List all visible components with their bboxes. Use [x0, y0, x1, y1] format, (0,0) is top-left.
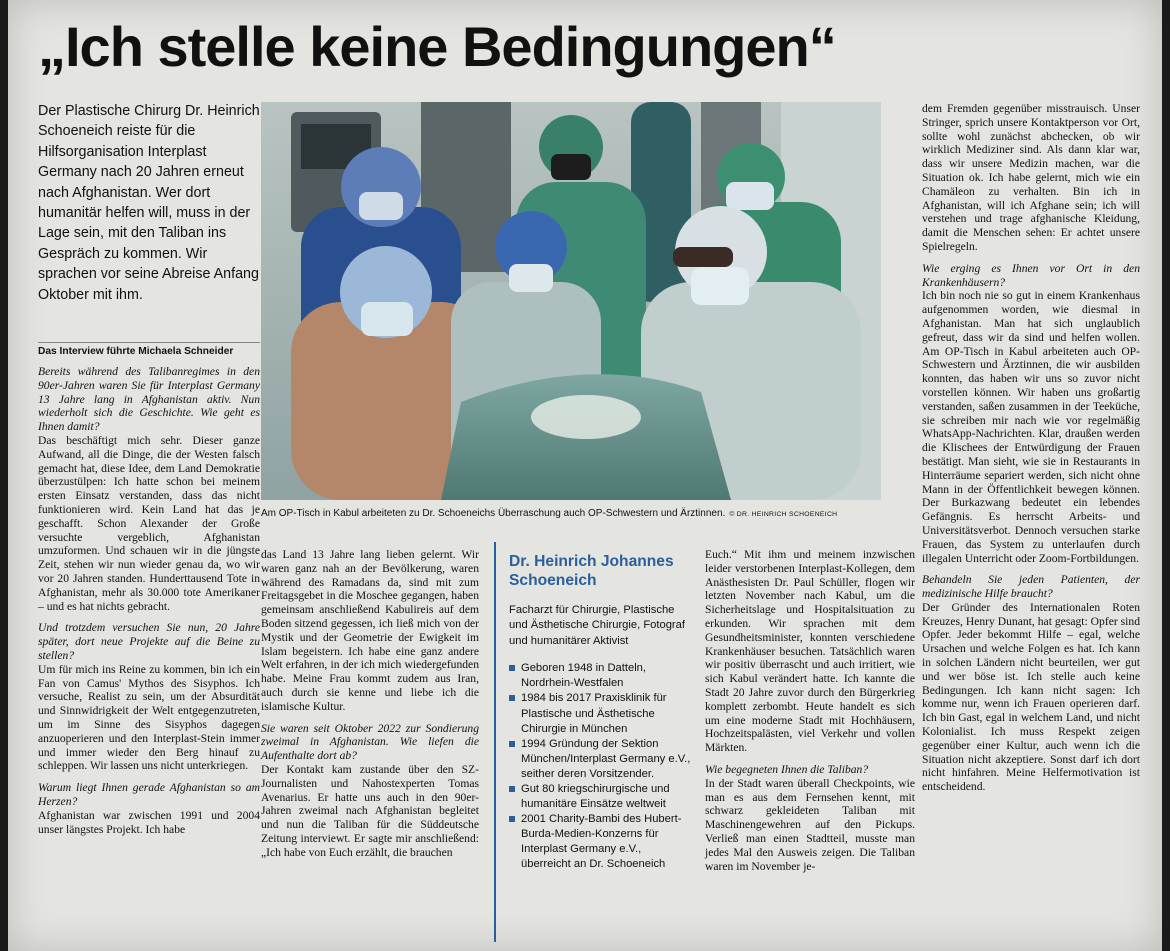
photo-credit: © DR. HEINRICH SCHOENEICH [729, 511, 838, 518]
intro-text: Der Plastische Chirurg Dr. Heinrich Schoeneich reiste für die Hilfsorganisation Interplast Germany nach 20 Jahren erneut nach Afghanistan. Wer dort humanitär helfen will, muss in der Lage sein, mit den Taliban ins Gespräch zu kommen. Wir sprachen vor seine Abreise Anfang Oktober mit ihm. [38, 103, 260, 303]
article-column-1 [38, 365, 260, 836]
article-column-4 [705, 548, 915, 873]
profile-fact: 1994 Gründung der Sektion München/Interplast Germany e.V., seither deren Vorsitzender. [509, 737, 692, 782]
answer: Der Kontakt kam zustande über den SZ-Journalisten und Nahostexperten Tomas Avenarius. Er hatte uns auch in den 90er- Jahren zweimal nach Afghanistan begleitet und nun die Taliban für die Süddeutsche Zeitung interviewt. Er sagte mir anschließend: „Ich habe von Euch erzählt, die brauchen [261, 762, 479, 859]
profile-box [494, 542, 692, 942]
answer: das Land 13 Jahre lang lieben gelernt. Wir waren ganz nah an der Bevölkerung, waren während des Ramadans da, sind mit zum Freitagsgebet in die Moschee gegangen, haben gemeinsam anschließend Kabulireis auf dem Boden sitzend gegessen, ich ließ mich von der Mystik und der Geometrie der Ewigkeit im Islam begeistern. Ich habe eine ganz andere Welt erfahren, in der ich mich wiedergefunden habe. Meine Frau kommt zudem aus Iran, auch durch sie kenne und liebe ich die islamische Kultur. [261, 548, 479, 713]
answer: Um für mich ins Reine zu kommen, bin ich ein Fan von Camus' Mythos des Sisyphos. Ich versuche, Realist zu sein, um der Absurdität und Sinnwidrigkeit der Welt entgegenzutreten, um im Sinne des Sisyphos dagegen anzuoperieren und den Interplast-Stein immer und immer wieder den Berg hinauf zu schleppen. Wir lassen uns nicht unterkriegen. [38, 662, 260, 773]
answer: Afghanistan war zwischen 1991 und 2004 unser längstes Projekt. Ich habe [38, 808, 260, 836]
profile-fact: Geboren 1948 in Datteln, Nordrhein-Westfalen [509, 661, 692, 691]
question: Wie erging es Ihnen vor Ort in den Krankenhäusern? [922, 261, 1140, 289]
question: Und trotzdem versuchen Sie nun, 20 Jahre später, dort neue Projekte auf die Beine zu stellen? [38, 621, 260, 662]
caption-text: Am OP-Tisch in Kabul arbeiteten zu Dr. Schoeneichs Überraschung auch OP-Schwestern und Ärztinnen. [261, 508, 726, 519]
photo-illustration [261, 102, 881, 500]
answer: Der Gründer des Internationalen Roten Kreuzes, Henry Dunant, hat gesagt: Opfer sind Opfer. Jeder bekommt Hilfe – egal, welche Ursachen und welche Folgen es hat. Ich kann in solchen Ländern nicht beurteilen, wer gut und wer böse ist. Ich stelle auch keine Bedingungen. Ich kann nicht sagen: Ich komme nur, wenn ich Frauen operieren darf. Ich bin Gast, egal in welchem Land, und nicht Kolonialist. Ich muss Respekt zeigen gegenüber einer Kultur, auch wenn ich die Situation nicht akzeptiere. Sonst darf ich dort nicht hinfahren. Meine Helfermotivation ist entscheidend. [922, 600, 1140, 794]
profile-facts [509, 661, 692, 872]
article-column-2 [261, 548, 479, 860]
answer: Das beschäftigt mich sehr. Dieser ganze Aufwand, all die Dinge, die der Westen falsch gemacht hat, diese Idee, dem Land Demokratie überzustülpen: Ich hatte schon bei meinem ersten Einsatz verstanden, dass das nicht funktionieren wird. Kein Land hat das je geschafft. Schon Alexander der Große versuchte vergeblich, Afghanistan umzuformen. Und schauen wir in die jüngste Zeit, stehen wir nun wieder genau da, wo wir vor 20 Jahren standen. Hunderttausend Tote in Afghanistan, mehr als 30.000 tote Amerikaner – und es hat nichts gebracht. [38, 433, 260, 613]
answer: Ich bin noch nie so gut in einem Krankenhaus aufgenommen worden, wie diesmal in Afghanistan. Man hat sich unglaublich gefreut, dass wir da sind und helfen wollen. Am OP-Tisch in Kabul arbeiteten auch OP-Schwestern und Ärztinnen, die wir ausbilden konnten, das haben wir uns so zuvor nicht vorstellen können. Wir haben uns großartig verstanden, saßen zusammen in der Teeküche, sie schreiben mir nach wie vor regelmäßig WhatsApp-Nachrichten. Klar, draußen werden die Klischees der Entwürdigung der Frauen bestätigt. Man sieht, wie sie in Restaurants in Hinterräume separiert werden, sich nicht ohne Mann in der Öffentlichkeit bewegen können. Der Burkazwang bedeutet ein lebendes Gefängnis. Es herrscht Arbeits- und Universitätsverbot. Dennoch versuchen starke Frauen, das System zu unterlaufen durch illegalen Unterricht oder Zoom-Fortbildungen. [922, 289, 1140, 565]
surgery-photo [261, 102, 881, 500]
profile-fact: 1984 bis 2017 Praxisklinik für Plastische und Ästhetische Chirurgie in München [509, 691, 692, 736]
question: Behandeln Sie jeden Patienten, der medizinische Hilfe braucht? [922, 573, 1140, 601]
profile-name: Dr. Heinrich Johannes Schoeneich [509, 553, 674, 589]
interviewer-credit: Das Interview führte Michaela Schneider [38, 342, 260, 357]
answer: dem Fremden gegenüber misstrauisch. Unser Stringer, sprich unsere Kontaktperson vor Ort, sollte wohl zunächst abchecken, ob wir wirklich Mediziner sind. Als dann klar war, dass wir unsere Medizin machen, war die Situation ok. Ich habe gelernt, mich wie ein Chamäleon zu verhalten. Bin ich in Afghanistan, will ich Afghane sein; ich will verstehen und trage afghanische Kleidung, damit die Menschen sehen: Er achtet unsere Spielregeln. [922, 102, 1140, 253]
question: Wie begegneten Ihnen die Taliban? [705, 762, 869, 776]
question: Sie waren seit Oktober 2022 zur Sondierung zweimal in Afghanistan. Wie liefen die Aufenthalte dort ab? [261, 721, 479, 763]
question: Bereits während des Talibanregimes in den 90er-Jahren waren Sie für Interplast Germany 13 Jahre lang in Afghanistan aktiv. Nun wiederholt sich die Geschichte. Wie geht es Ihnen damit? [38, 365, 260, 434]
article-column-5 [922, 102, 1140, 794]
profile-description: Facharzt für Chirurgie, Plastische und Ästhetische Chirurgie, Fotograf und humanitärer Aktivist [509, 604, 685, 647]
newspaper-page [8, 0, 1162, 951]
profile-fact: Gut 80 kriegschirurgische und humanitäre Einsätze weltweit [509, 782, 692, 812]
question: Warum liegt Ihnen gerade Afghanistan so am Herzen? [38, 781, 260, 808]
answer: In der Stadt waren überall Checkpoints, wie man es aus dem Fernsehen kennt, mit schwarz gekleideten Taliban mit Maschinengewehren auf den Pickups. Verließ man einen Stadtteil, musste man jedes Mal den Ausweis zeigen. Die Taliban waren im November je- [705, 776, 915, 873]
headline: „Ich stelle keine Bedingungen“ [38, 15, 836, 78]
profile-fact: 2001 Charity-Bambi des Hubert-Burda-Medien-Konzerns für Interplast Germany e.V., überreicht an Dr. Schoeneich [509, 812, 692, 872]
photo-caption [261, 508, 901, 519]
answer: Euch.“ Mit ihm und meinem inzwischen leider verstorbenen Interplast-Kollegen, dem Anästhesisten Dr. Paul Schüller, flogen wir letzten November nach Kabul, um die Sicherheitslage und Hospitalsituation zu erkunden. Wir sprachen mit dem Gesundheitsminister, konnten verschiedene Krankenhäuser besuchen. Tatsächlich waren wir positiv überrascht und auch irritiert, wie sich Kabul verändert hatte. Ich kannte die Stadt 20 Jahre zuvor durch den Bürgerkrieg komplett zerbombt. Heute handelt es sich um eine moderne Stadt mit Hochhäusern, Hochzeitspalästen, viel Verkehr und vollen Märkten. [705, 548, 915, 755]
